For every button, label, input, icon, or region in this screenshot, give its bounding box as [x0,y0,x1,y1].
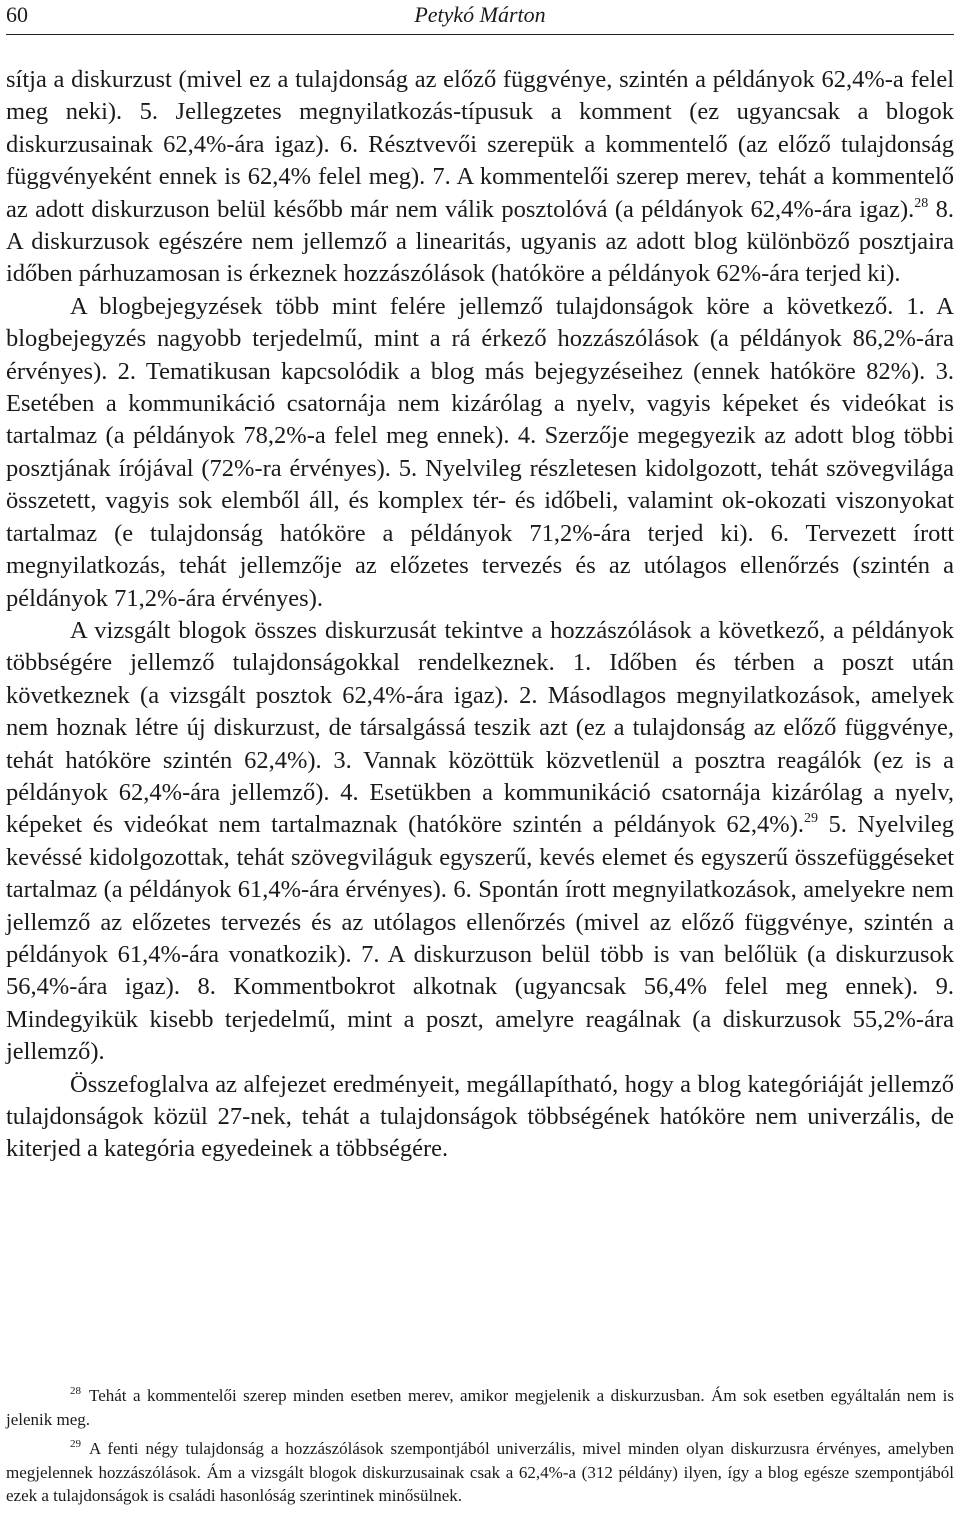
paragraph-1-text-after: 8. A diskurzusok egészére nem jellemző a linearitás, ugyanis az adott blog különböző posztjaira időben párhuzamosan is érkeznek hozzászólások (hatóköre a példányok 62%-ára terjed ki). [6,195,954,288]
body-text [6,64,954,1166]
footnote-29 [6,1437,954,1508]
paragraph-4: Összefoglalva az alfejezet eredményeit, megállapítható, hogy a blog kategóriáját jellemző tulajdonságok közül 27-nek, tehát a tulajdonságok többségének hatóköre nem univerzális, de kiterjed a kategória egyedeinek a többségére. [6,1070,954,1163]
paragraph-1-text: sítja a diskurzust (mivel ez a tulajdonság az előző függvénye, szintén a példányok 62,4%-a felel meg neki). 5. Jellegzetes megnyilatkozás-típusuk a komment (ez ugyancsak a blogok diskurzusainak 62,4%-ára igaz). 6. Résztvevői szerepük a kommentelő (az előző tulajdonság függvényeként ennek is 62,4% felel meg). 7. A kommentelői szerep merev, tehát a kommentelő az adott diskurzuson belül később már nem válik posztolóvá (a példányok 62,4%-ára igaz). [6,66,954,223]
page-header [6,0,954,35]
paragraph-3 [6,615,954,1069]
footnote-text-29: A fenti négy tulajdonság a hozzászólások szempontjából univerzális, mivel minden olyan diskurzusra érvényes, amelyben megjelennek hozzászólások. Ám a vizsgált blogok diskurzusainak csak a 62,4%-a (312 példány) ilyen, így a blog egésze szempontjából ezek a tulajdonságok is családi hasonlóság szerintinek minősülnek. [6,1439,954,1505]
paragraph-2: A blogbejegyzések több mint felére jellemző tulajdonságok köre a következő. 1. A blogbejegyzés nagyobb terjedelmű, mint a rá érkező hozzászólások (a példányok 86,2%-ára érvényes). 2. Tematikusan kapcsolódik a blog más bejegyzéseihez (ennek hatóköre 82%). 3. Esetében a kommunikáció csatornája nem kizárólag a nyelv, vagyis képeket és videókat is tartalmaz (a példányok 78,2%-a felel meg ennek). 4. Szerzője megegyezik az adott blog többi posztjának írójával (72%-ra érvényes). 5. Nyelvileg részletesen kidolgozott, tehát szövegvilága összetett, vagyis sok elemből áll, és komplex tér- és időbeli, valamint ok-okozati viszonyokat tartalmaz (e tulajdonság hatóköre a példányok 71,2%-ára terjed ki). 6. Tervezett írott megnyilatkozás, tehát jellemzője az előzetes tervezés és az utólagos ellenőrzés (szintén a példányok 71,2%-ára érvényes). [6,292,954,612]
footnotes [6,1384,954,1514]
footnote-28 [6,1384,954,1431]
running-head: Petykó Márton [414,2,546,27]
footnote-ref-29[interactable]: 29 [803,811,818,827]
paragraph-3-text: A vizsgált blogok összes diskurzusát tekintve a hozzászólások a következő, a példányok többségére jellemző tulajdonságokkal rendelkeznek. 1. Időben és térben a poszt után következnek (a vizsgált posztok 62,4%-ára igaz). 2. Másodlagos megnyilatkozások, amelyek nem hoznak létre új diskurzust, de társalgássá teszik azt (ez a tulajdonság az előző függvénye, tehát hatóköre szintén 62,4%). 3. Vannak közöttük közvetlenül a posztra reagálók (ez is a példányok 62,4%-ára jellemző). 4. Esetükben a kommunikáció csatornája kizárólag a nyelv, képeket és videókat nem tartalmaznak (hatóköre szintén a példányok 62,4%). [6,616,954,839]
footnote-ref-28[interactable]: 28 [914,195,929,211]
page-number: 60 [6,2,28,27]
paragraph-1 [6,64,954,291]
footnote-number-29: 29 [70,1438,81,1450]
paragraph-3-text-after: 5. Nyelvileg kevéssé kidolgozottak, tehát szövegviláguk egyszerű, kevés elemet és egyszerű összefüggéseket tartalmaz (a példányok 61,4%-ára érvényes). 6. Spontán írott megnyilatkozások, amelyekre nem jellemző az előzetes tervezés és az utólagos ellenőrzés (mivel az előző függvénye, szintén a példányok 61,4%-ára vonatkozik). 7. A diskurzuson belül több is van belőlük (a diskurzusok 56,4%-ára igaz). 8. Kommentbokrot alkotnak (ugyancsak 56,4% felel meg ennek). 9. Mindegyikük kisebb terjedelmű, mint a poszt, amelyre reagálnak (a diskurzusok 55,2%-ára jellemző). [6,811,954,1066]
footnote-text-28: Tehát a kommentelői szerep minden esetben merev, amikor megjelenik a diskurzusban. Ám sok esetben egyáltalán nem is jelenik meg. [6,1386,954,1429]
footnote-number-28: 28 [70,1385,81,1397]
